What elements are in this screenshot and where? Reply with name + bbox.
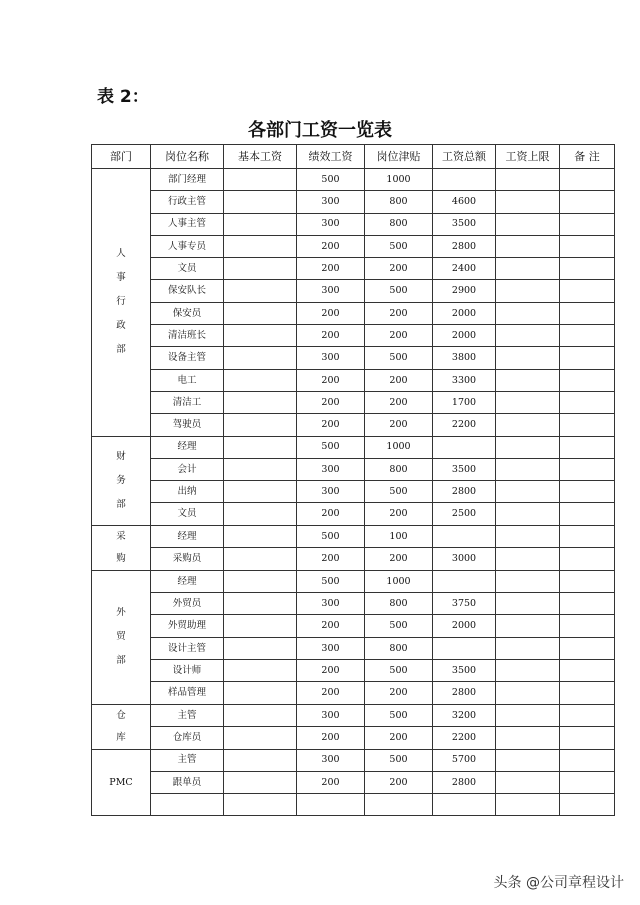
table-header-row (92, 145, 615, 169)
position-cell: 人事专员 (151, 235, 224, 257)
dept-cell (92, 169, 151, 437)
col-header-position: 岗位名称 (151, 145, 224, 169)
col-header-dept: 部门 (92, 145, 151, 169)
position-cell: 清洁工 (151, 391, 224, 413)
allowance-cell: 500 (365, 280, 433, 302)
dept-cell (92, 570, 151, 704)
allowance-cell: 800 (365, 593, 433, 615)
performance-cell: 200 (297, 258, 365, 280)
remarks-cell (560, 481, 615, 503)
position-cell: 样品管理 (151, 682, 224, 704)
col-header-performance: 绩效工资 (297, 145, 365, 169)
table-row (92, 548, 615, 571)
base-salary-cell (224, 213, 297, 235)
table-body (92, 169, 615, 816)
base-salary-cell (224, 727, 297, 750)
col-header-total: 工资总额 (433, 145, 496, 169)
performance-cell: 200 (297, 414, 365, 436)
base-salary-cell (224, 503, 297, 525)
remarks-cell (560, 548, 615, 571)
cap-cell (496, 771, 560, 793)
cap-cell (496, 615, 560, 637)
remarks-cell (560, 593, 615, 615)
cap-cell (496, 458, 560, 480)
remarks-cell (560, 391, 615, 413)
performance-cell: 500 (297, 169, 365, 191)
position-cell: 文员 (151, 258, 224, 280)
table-row (92, 503, 615, 525)
base-salary-cell (224, 525, 297, 548)
table-row (92, 258, 615, 280)
table-row (92, 727, 615, 750)
cap-cell (496, 258, 560, 280)
cap-cell (496, 169, 560, 191)
allowance-cell: 500 (365, 704, 433, 727)
col-header-base-salary: 基本工资 (224, 145, 297, 169)
base-salary-cell (224, 235, 297, 257)
base-salary-cell (224, 436, 297, 458)
position-cell: 行政主管 (151, 191, 224, 213)
total-cell: 3500 (433, 458, 496, 480)
table-row (92, 771, 615, 793)
performance-cell: 300 (297, 191, 365, 213)
remarks-cell (560, 637, 615, 659)
position-cell: 驾驶员 (151, 414, 224, 436)
total-cell (433, 570, 496, 592)
total-cell: 3500 (433, 213, 496, 235)
total-cell: 2900 (433, 280, 496, 302)
total-cell: 1700 (433, 391, 496, 413)
cap-cell (496, 280, 560, 302)
total-cell: 3200 (433, 704, 496, 727)
allowance-cell: 200 (365, 682, 433, 704)
performance-cell: 200 (297, 503, 365, 525)
base-salary-cell (224, 570, 297, 592)
dept-name: 人事行政部 (116, 248, 126, 356)
base-salary-cell (224, 458, 297, 480)
remarks-cell (560, 458, 615, 480)
remarks-cell (560, 169, 615, 191)
allowance-cell: 200 (365, 391, 433, 413)
total-cell: 4600 (433, 191, 496, 213)
performance-cell: 200 (297, 727, 365, 750)
base-salary-cell (224, 414, 297, 436)
performance-cell: 500 (297, 570, 365, 592)
cap-cell (496, 727, 560, 750)
allowance-cell: 1000 (365, 570, 433, 592)
performance-cell: 300 (297, 458, 365, 480)
allowance-cell: 500 (365, 235, 433, 257)
total-cell: 3500 (433, 659, 496, 681)
table-row (92, 347, 615, 369)
allowance-cell: 200 (365, 325, 433, 347)
performance-cell: 200 (297, 682, 365, 704)
position-cell: 人事主管 (151, 213, 224, 235)
table-row (92, 414, 615, 436)
total-cell: 2200 (433, 414, 496, 436)
position-cell: 仓库员 (151, 727, 224, 750)
allowance-cell: 500 (365, 659, 433, 681)
position-cell: 采购员 (151, 548, 224, 571)
position-cell: 电工 (151, 369, 224, 391)
table-row (92, 191, 615, 213)
cap-cell (496, 325, 560, 347)
cap-cell (496, 570, 560, 592)
table-row (92, 704, 615, 727)
allowance-cell: 500 (365, 481, 433, 503)
dept-cell (92, 749, 151, 816)
cap-cell (496, 414, 560, 436)
remarks-cell (560, 369, 615, 391)
remarks-cell (560, 525, 615, 548)
base-salary-cell (224, 169, 297, 191)
remarks-cell (560, 794, 615, 816)
table-row (92, 458, 615, 480)
performance-cell: 200 (297, 771, 365, 793)
cap-cell (496, 593, 560, 615)
performance-cell: 300 (297, 593, 365, 615)
salary-table (91, 144, 615, 816)
total-cell: 3000 (433, 548, 496, 571)
base-salary-cell (224, 548, 297, 571)
table-row (92, 593, 615, 615)
table-row (92, 525, 615, 548)
position-cell: 主管 (151, 749, 224, 771)
base-salary-cell (224, 749, 297, 771)
table-row (92, 169, 615, 191)
remarks-cell (560, 704, 615, 727)
total-cell: 3750 (433, 593, 496, 615)
cap-cell (496, 481, 560, 503)
dept-name: PMC (109, 776, 133, 788)
total-cell: 5700 (433, 749, 496, 771)
table-label: 表 2： (97, 87, 149, 107)
allowance-cell (365, 794, 433, 816)
allowance-cell: 800 (365, 637, 433, 659)
remarks-cell (560, 258, 615, 280)
total-cell: 3800 (433, 347, 496, 369)
table-row (92, 391, 615, 413)
allowance-cell: 100 (365, 525, 433, 548)
base-salary-cell (224, 637, 297, 659)
performance-cell: 500 (297, 436, 365, 458)
allowance-cell: 800 (365, 191, 433, 213)
table-row (92, 325, 615, 347)
table-row (92, 481, 615, 503)
position-cell: 外贸员 (151, 593, 224, 615)
performance-cell: 200 (297, 391, 365, 413)
performance-cell: 300 (297, 213, 365, 235)
position-cell: 清洁班长 (151, 325, 224, 347)
cap-cell (496, 436, 560, 458)
performance-cell: 300 (297, 481, 365, 503)
position-cell: 经理 (151, 525, 224, 548)
base-salary-cell (224, 258, 297, 280)
remarks-cell (560, 213, 615, 235)
position-cell: 文员 (151, 503, 224, 525)
base-salary-cell (224, 794, 297, 816)
performance-cell: 300 (297, 704, 365, 727)
position-cell: 跟单员 (151, 771, 224, 793)
total-cell: 2500 (433, 503, 496, 525)
table-row (92, 235, 615, 257)
total-cell: 2800 (433, 481, 496, 503)
remarks-cell (560, 659, 615, 681)
table-row (92, 682, 615, 704)
cap-cell (496, 749, 560, 771)
cap-cell (496, 525, 560, 548)
allowance-cell: 800 (365, 458, 433, 480)
remarks-cell (560, 771, 615, 793)
position-cell: 部门经理 (151, 169, 224, 191)
table-row (92, 302, 615, 324)
total-cell: 2800 (433, 235, 496, 257)
base-salary-cell (224, 369, 297, 391)
cap-cell (496, 235, 560, 257)
total-cell (433, 436, 496, 458)
allowance-cell: 800 (365, 213, 433, 235)
allowance-cell: 200 (365, 548, 433, 571)
remarks-cell (560, 436, 615, 458)
base-salary-cell (224, 191, 297, 213)
table-row (92, 213, 615, 235)
allowance-cell: 500 (365, 615, 433, 637)
cap-cell (496, 391, 560, 413)
allowance-cell: 200 (365, 302, 433, 324)
position-cell: 设备主管 (151, 347, 224, 369)
performance-cell: 200 (297, 659, 365, 681)
base-salary-cell (224, 771, 297, 793)
cap-cell (496, 548, 560, 571)
base-salary-cell (224, 659, 297, 681)
table-row (92, 794, 615, 816)
allowance-cell: 500 (365, 347, 433, 369)
position-cell: 设计师 (151, 659, 224, 681)
total-cell: 2200 (433, 727, 496, 750)
allowance-cell: 500 (365, 749, 433, 771)
table-row (92, 637, 615, 659)
total-cell: 2800 (433, 771, 496, 793)
dept-name: 财务部 (116, 450, 126, 510)
total-cell: 2000 (433, 325, 496, 347)
base-salary-cell (224, 325, 297, 347)
performance-cell: 200 (297, 369, 365, 391)
performance-cell: 200 (297, 235, 365, 257)
col-header-remarks: 备 注 (560, 145, 615, 169)
position-cell (151, 794, 224, 816)
total-cell: 2400 (433, 258, 496, 280)
position-cell: 经理 (151, 436, 224, 458)
cap-cell (496, 213, 560, 235)
performance-cell: 200 (297, 615, 365, 637)
allowance-cell: 200 (365, 414, 433, 436)
dept-cell (92, 525, 151, 570)
cap-cell (496, 794, 560, 816)
col-header-allowance: 岗位津贴 (365, 145, 433, 169)
total-cell (433, 637, 496, 659)
allowance-cell: 200 (365, 771, 433, 793)
cap-cell (496, 191, 560, 213)
total-cell: 2000 (433, 615, 496, 637)
dept-name: 采购 (116, 530, 126, 564)
cap-cell (496, 369, 560, 391)
total-cell (433, 525, 496, 548)
remarks-cell (560, 570, 615, 592)
remarks-cell (560, 503, 615, 525)
remarks-cell (560, 414, 615, 436)
allowance-cell: 200 (365, 503, 433, 525)
table-row (92, 436, 615, 458)
document-title: 各部门工资一览表 (248, 120, 392, 141)
total-cell: 2000 (433, 302, 496, 324)
base-salary-cell (224, 682, 297, 704)
allowance-cell: 200 (365, 727, 433, 750)
total-cell: 2800 (433, 682, 496, 704)
base-salary-cell (224, 347, 297, 369)
remarks-cell (560, 615, 615, 637)
performance-cell: 300 (297, 749, 365, 771)
remarks-cell (560, 749, 615, 771)
watermark: 头条 @公司章程设计 (493, 875, 624, 891)
remarks-cell (560, 682, 615, 704)
dept-cell (92, 436, 151, 525)
cap-cell (496, 704, 560, 727)
allowance-cell: 1000 (365, 436, 433, 458)
cap-cell (496, 659, 560, 681)
performance-cell: 200 (297, 325, 365, 347)
cap-cell (496, 503, 560, 525)
remarks-cell (560, 302, 615, 324)
performance-cell: 500 (297, 525, 365, 548)
position-cell: 出纳 (151, 481, 224, 503)
position-cell: 保安队长 (151, 280, 224, 302)
table-row (92, 570, 615, 592)
performance-cell (297, 794, 365, 816)
remarks-cell (560, 280, 615, 302)
performance-cell: 200 (297, 548, 365, 571)
allowance-cell: 1000 (365, 169, 433, 191)
allowance-cell: 200 (365, 258, 433, 280)
position-cell: 主管 (151, 704, 224, 727)
allowance-cell: 200 (365, 369, 433, 391)
position-cell: 设计主管 (151, 637, 224, 659)
position-cell: 外贸助理 (151, 615, 224, 637)
cap-cell (496, 682, 560, 704)
remarks-cell (560, 191, 615, 213)
cap-cell (496, 347, 560, 369)
dept-name: 外贸部 (116, 607, 126, 667)
total-cell (433, 794, 496, 816)
table-row (92, 615, 615, 637)
performance-cell: 300 (297, 347, 365, 369)
total-cell (433, 169, 496, 191)
total-cell: 3300 (433, 369, 496, 391)
remarks-cell (560, 325, 615, 347)
cap-cell (496, 637, 560, 659)
table-row (92, 280, 615, 302)
cap-cell (496, 302, 560, 324)
position-cell: 保安员 (151, 302, 224, 324)
performance-cell: 200 (297, 302, 365, 324)
table-row (92, 749, 615, 771)
base-salary-cell (224, 280, 297, 302)
performance-cell: 300 (297, 280, 365, 302)
performance-cell: 300 (297, 637, 365, 659)
table-row (92, 659, 615, 681)
table-row (92, 369, 615, 391)
base-salary-cell (224, 615, 297, 637)
remarks-cell (560, 727, 615, 750)
dept-cell (92, 704, 151, 749)
position-cell: 会计 (151, 458, 224, 480)
base-salary-cell (224, 391, 297, 413)
base-salary-cell (224, 704, 297, 727)
remarks-cell (560, 347, 615, 369)
base-salary-cell (224, 302, 297, 324)
base-salary-cell (224, 593, 297, 615)
dept-name: 仓库 (116, 709, 126, 743)
position-cell: 经理 (151, 570, 224, 592)
base-salary-cell (224, 481, 297, 503)
remarks-cell (560, 235, 615, 257)
col-header-cap: 工资上限 (496, 145, 560, 169)
